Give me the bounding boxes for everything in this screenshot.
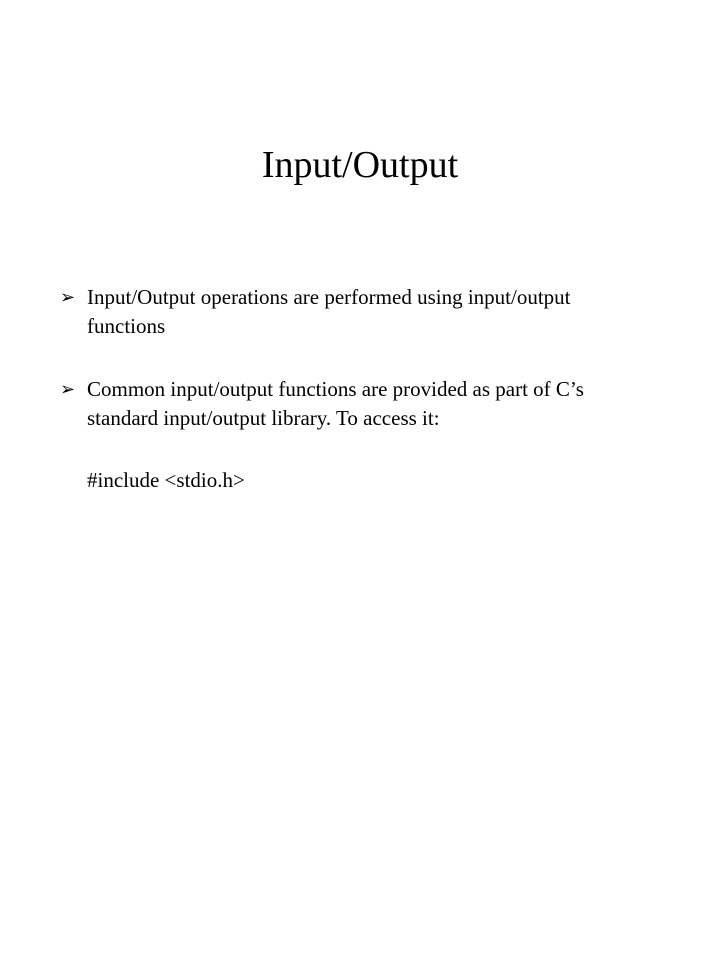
bullet-item bbox=[60, 375, 640, 433]
include-code-line: #include <stdio.h> bbox=[87, 468, 245, 492]
bullet-item bbox=[60, 283, 640, 341]
slide-title: Input/Output bbox=[261, 144, 459, 186]
bullet-text: Input/Output operations are performed using input/output functions bbox=[87, 285, 571, 338]
arrow-bullet-icon: ➢ bbox=[60, 287, 76, 307]
arrow-bullet-icon: ➢ bbox=[60, 379, 76, 399]
bullet-text: Common input/output functions are provided as part of C’s standard input/output library. To access it: bbox=[87, 377, 584, 430]
